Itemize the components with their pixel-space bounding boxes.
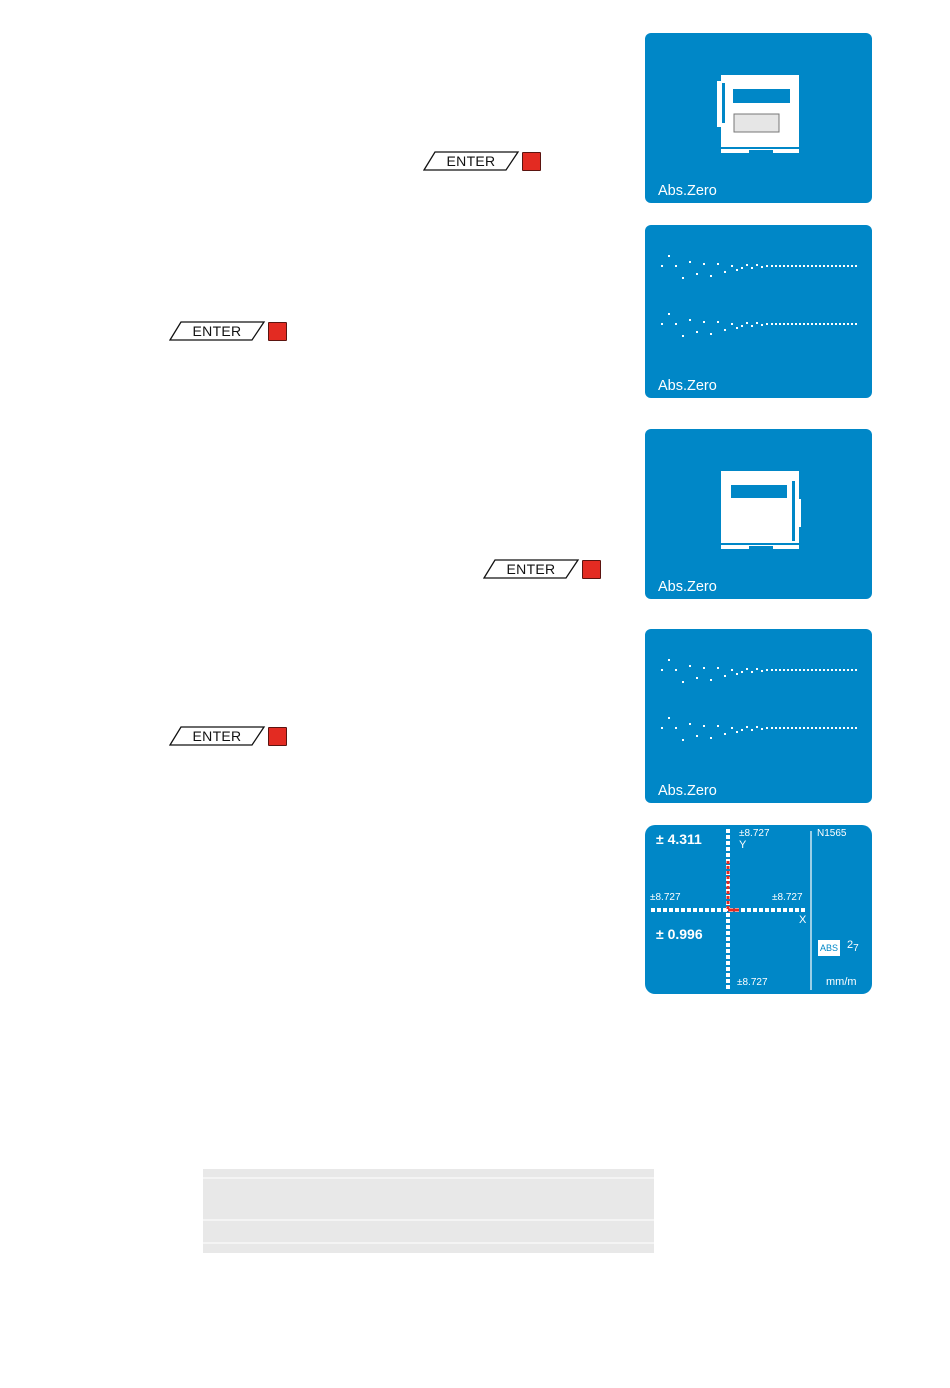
serial-number: N1565 [817,828,847,839]
enter-key-label: ENTER [192,323,242,339]
crosshair-graph [645,825,872,994]
zone-indicator [847,939,859,954]
unit-label: mm/m [826,976,857,988]
note-divider [203,1219,654,1221]
measurement-trace-icon [645,629,872,803]
display-screen-abs-zero-2 [645,225,872,398]
display-screen-result [645,825,872,994]
enter-key-step2[interactable] [169,321,293,343]
display-screen-abs-zero-1 [645,33,872,203]
sensor-rotated-icon [645,429,872,599]
display-screen-abs-zero-4 [645,629,872,803]
sensor-icon [645,33,872,203]
red-action-button[interactable] [268,727,287,746]
note-divider [203,1177,654,1179]
zone-main: 2 [847,939,854,951]
note-box [203,1169,654,1253]
screen-label: Abs.Zero [658,579,717,595]
range-right: ±8.727 [772,892,803,903]
range-bottom: ±8.727 [737,977,768,988]
screen-label: Abs.Zero [658,183,717,199]
measurement-trace-icon [645,225,872,398]
enter-key-step4[interactable] [169,726,293,748]
note-divider [203,1242,654,1244]
enter-key-step1[interactable] [423,151,547,173]
red-action-button[interactable] [268,322,287,341]
screen-label: Abs.Zero [658,378,717,394]
y-axis-label: Y [739,839,747,851]
red-action-button[interactable] [522,152,541,171]
screen-label: Abs.Zero [658,783,717,799]
range-left: ±8.727 [650,892,681,903]
enter-key-step3[interactable] [483,559,607,581]
x-axis-label: X [799,914,807,926]
abs-mode-badge: ABS [818,940,840,956]
enter-key-label: ENTER [446,153,496,169]
zone-sub: 7 [853,943,859,954]
y-reading: ± 4.311 [656,831,702,847]
display-screen-abs-zero-3 [645,429,872,599]
enter-key-label: ENTER [192,728,242,744]
enter-key-label: ENTER [506,561,556,577]
red-action-button[interactable] [582,560,601,579]
range-top: ±8.727 [739,828,770,839]
x-reading: ± 0.996 [656,926,703,942]
